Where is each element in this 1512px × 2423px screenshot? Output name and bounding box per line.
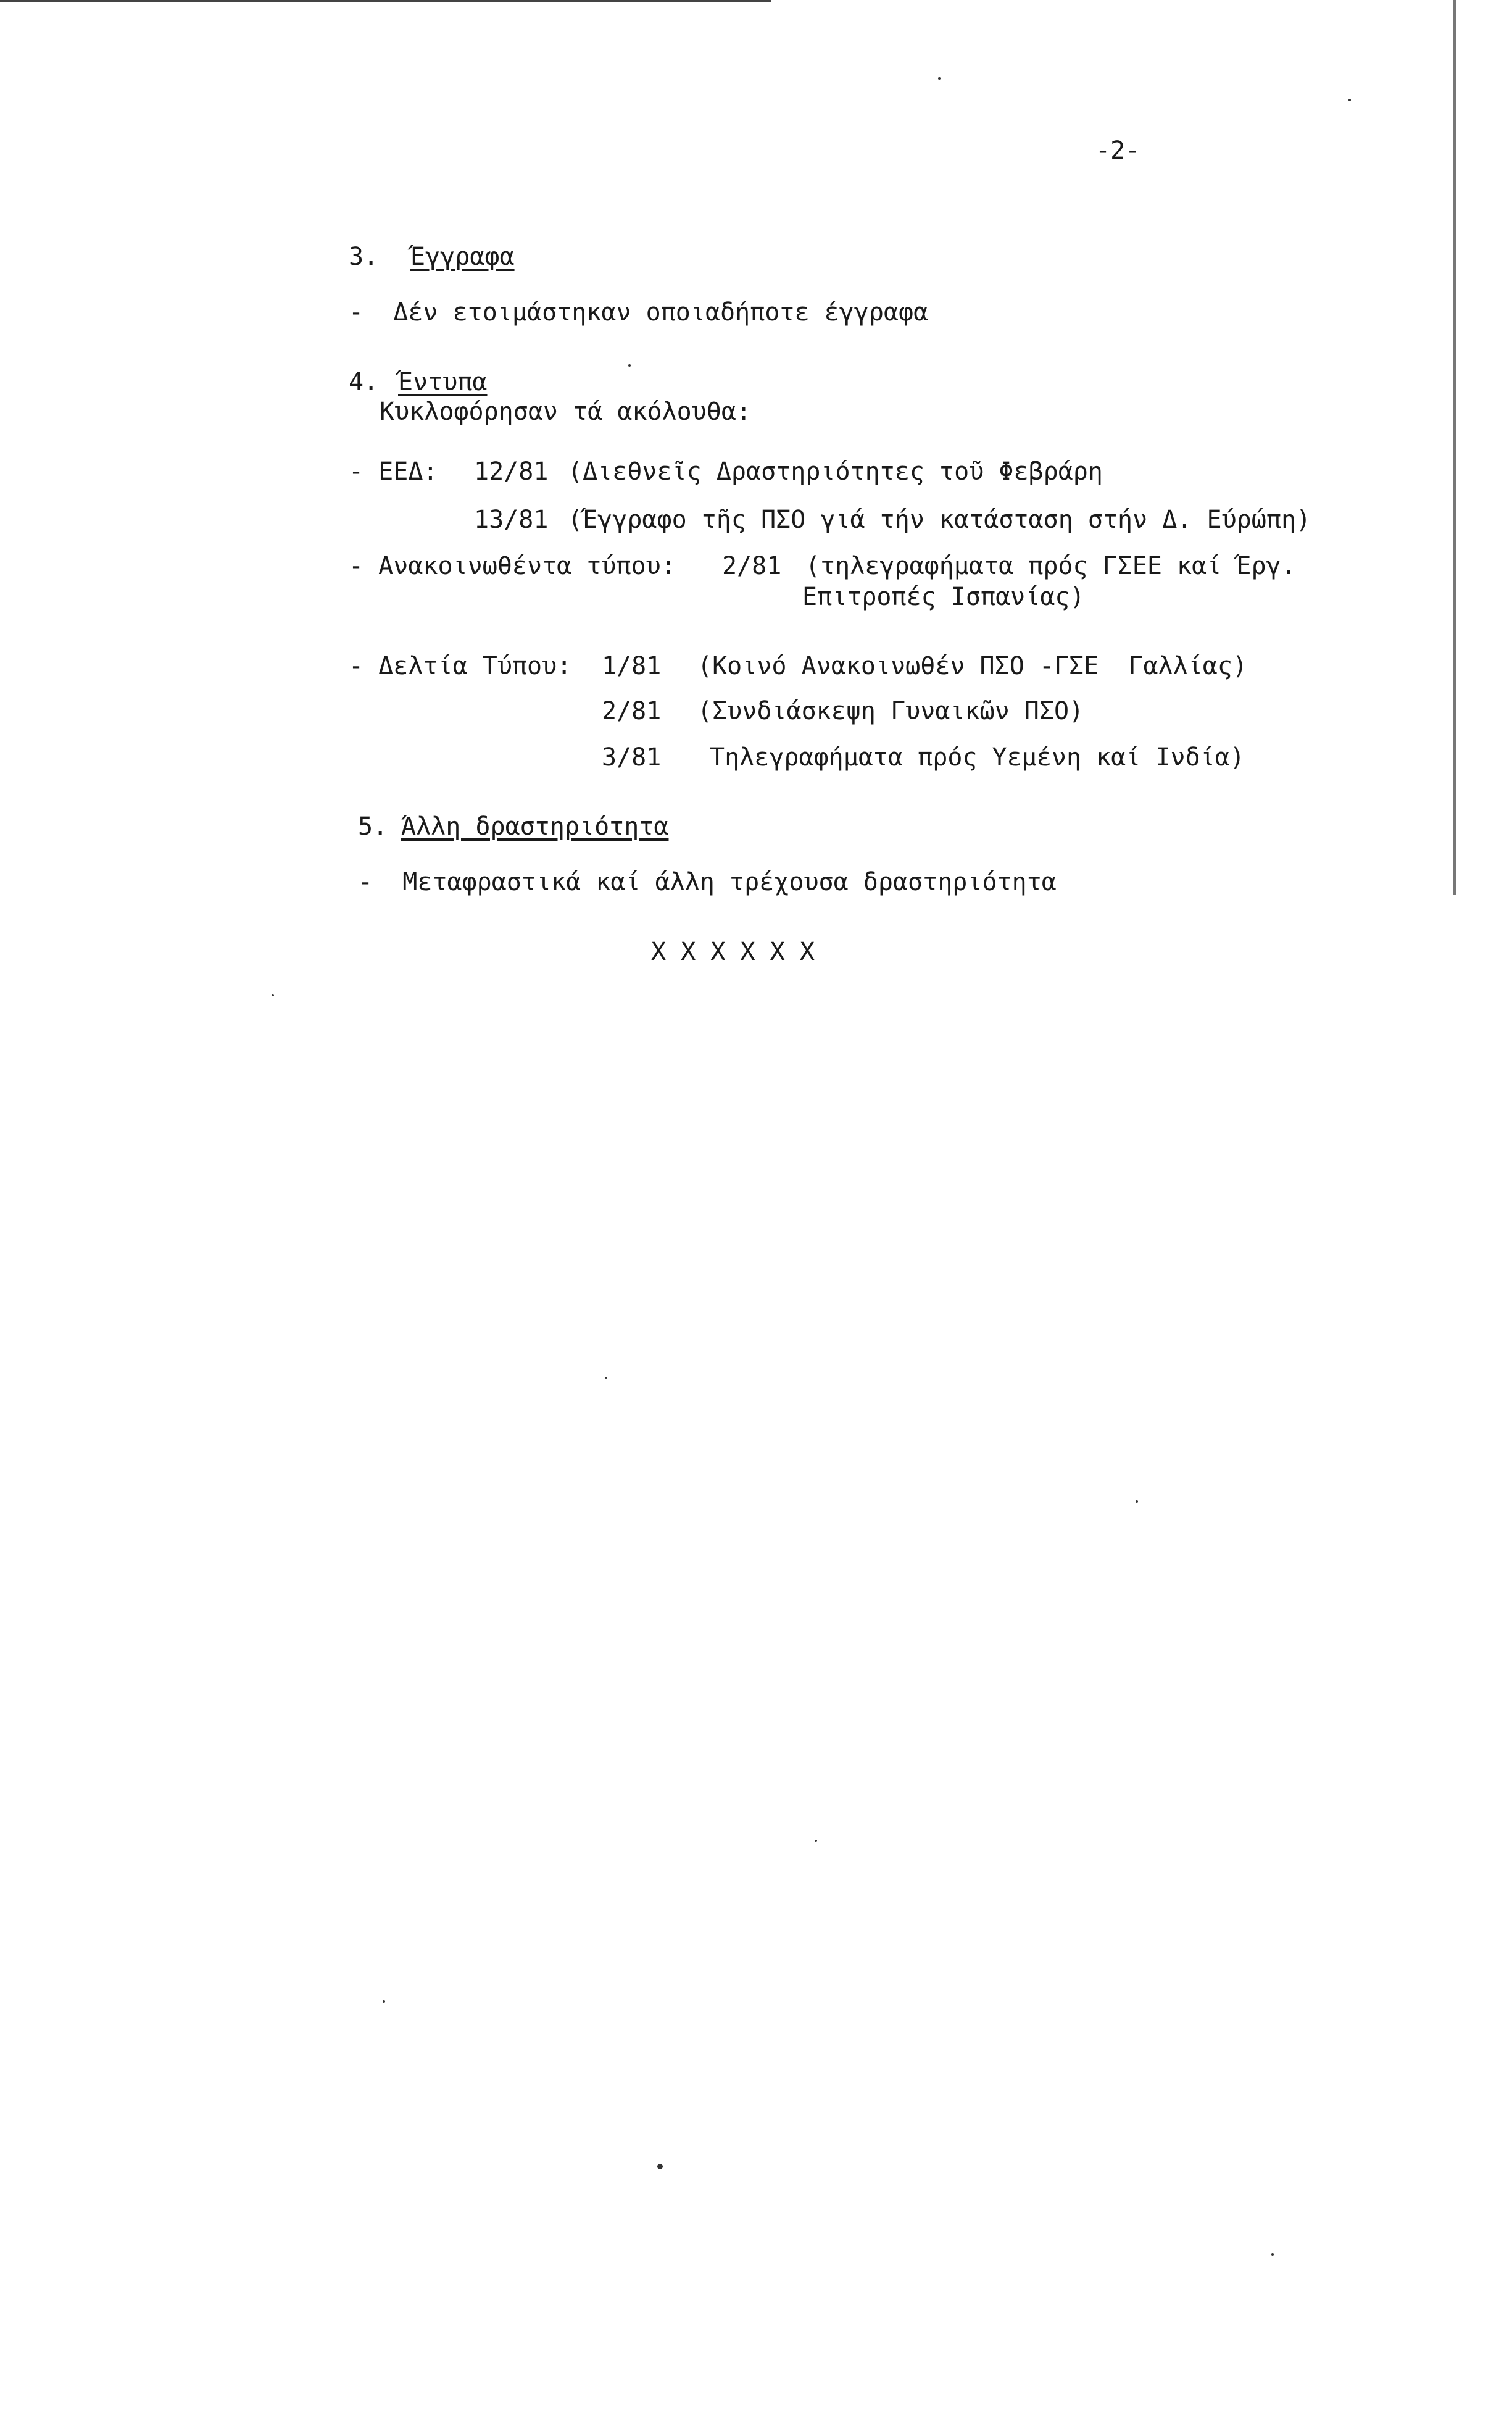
section-5-line: - Μεταφραστικά καί άλλη τρέχουσα δραστηριότητα (358, 868, 1057, 896)
scan-speck (1348, 99, 1351, 101)
section-5-title: Άλλη δραστηριότητα (401, 812, 669, 841)
scan-speck (628, 364, 631, 367)
scan-speck (1271, 2253, 1274, 2256)
section-3-title: Έγγραφα (410, 243, 515, 271)
eed-1-text: (Διεθνεῖς Δραστηριότητες τοῦ Φεβράρη (568, 457, 1103, 486)
eed-1-number: 12/81 (474, 457, 549, 486)
section-4-intro: Κυκλοφόρησαν τά ακόλουθα: (380, 398, 752, 426)
scan-right-edge (1453, 0, 1456, 895)
eed-2-text: (Έγγραφο τῆς ΠΣΟ γιά τήν κατάσταση στήν Δ. Εύρώπη) (568, 506, 1311, 534)
scan-speck (272, 994, 274, 996)
end-mark: X X X X X X (651, 938, 815, 966)
scan-speck (815, 1840, 817, 1842)
section-3-number: 3. (349, 243, 379, 271)
section-3-line: - Δέν ετοιμάστηκαν οποιαδήποτε έγγραφα (349, 298, 929, 327)
announcements-label: - Ανακοινωθέντα τύπου: (349, 552, 676, 580)
press-bulletin-2-number: 2/81 (602, 697, 662, 725)
scan-speck (605, 1377, 607, 1379)
section-4-number: 4. (349, 368, 379, 396)
scan-speck (938, 77, 941, 80)
press-bulletin-3-text: Τηλεγραφήματα πρός Υεμένη καί Ινδία) (710, 743, 1245, 772)
press-bulletin-1-number: 1/81 (602, 652, 662, 680)
announcements-1-text: (τηλεγραφήματα πρός ΓΣΕΕ καί Έργ. (805, 552, 1296, 580)
announcements-1-text-continued: Επιτροπές Ισπανίας) (802, 583, 1085, 611)
press-bulletin-1-text: (Κοινό Ανακοινωθέν ΠΣΟ -ΓΣΕ Γαλλίας) (697, 652, 1248, 680)
eed-2-number: 13/81 (474, 506, 549, 534)
press-bulletins-label: - Δελτία Τύπου: (349, 652, 572, 680)
page-number: -2- (1095, 136, 1140, 165)
scan-top-edge (0, 0, 771, 2)
scan-speck (383, 2000, 385, 2003)
press-bulletin-3-number: 3/81 (602, 743, 662, 772)
section-4-title: Έντυπα (398, 368, 488, 396)
scan-speck (1136, 1500, 1138, 1503)
scan-speck (657, 2164, 663, 2169)
eed-label: - ΕΕΔ: (349, 457, 438, 486)
section-5-number: 5. (358, 812, 388, 841)
announcements-1-number: 2/81 (722, 552, 782, 580)
press-bulletin-2-text: (Συνδιάσκεψη Γυναικῶν ΠΣΟ) (697, 697, 1084, 725)
